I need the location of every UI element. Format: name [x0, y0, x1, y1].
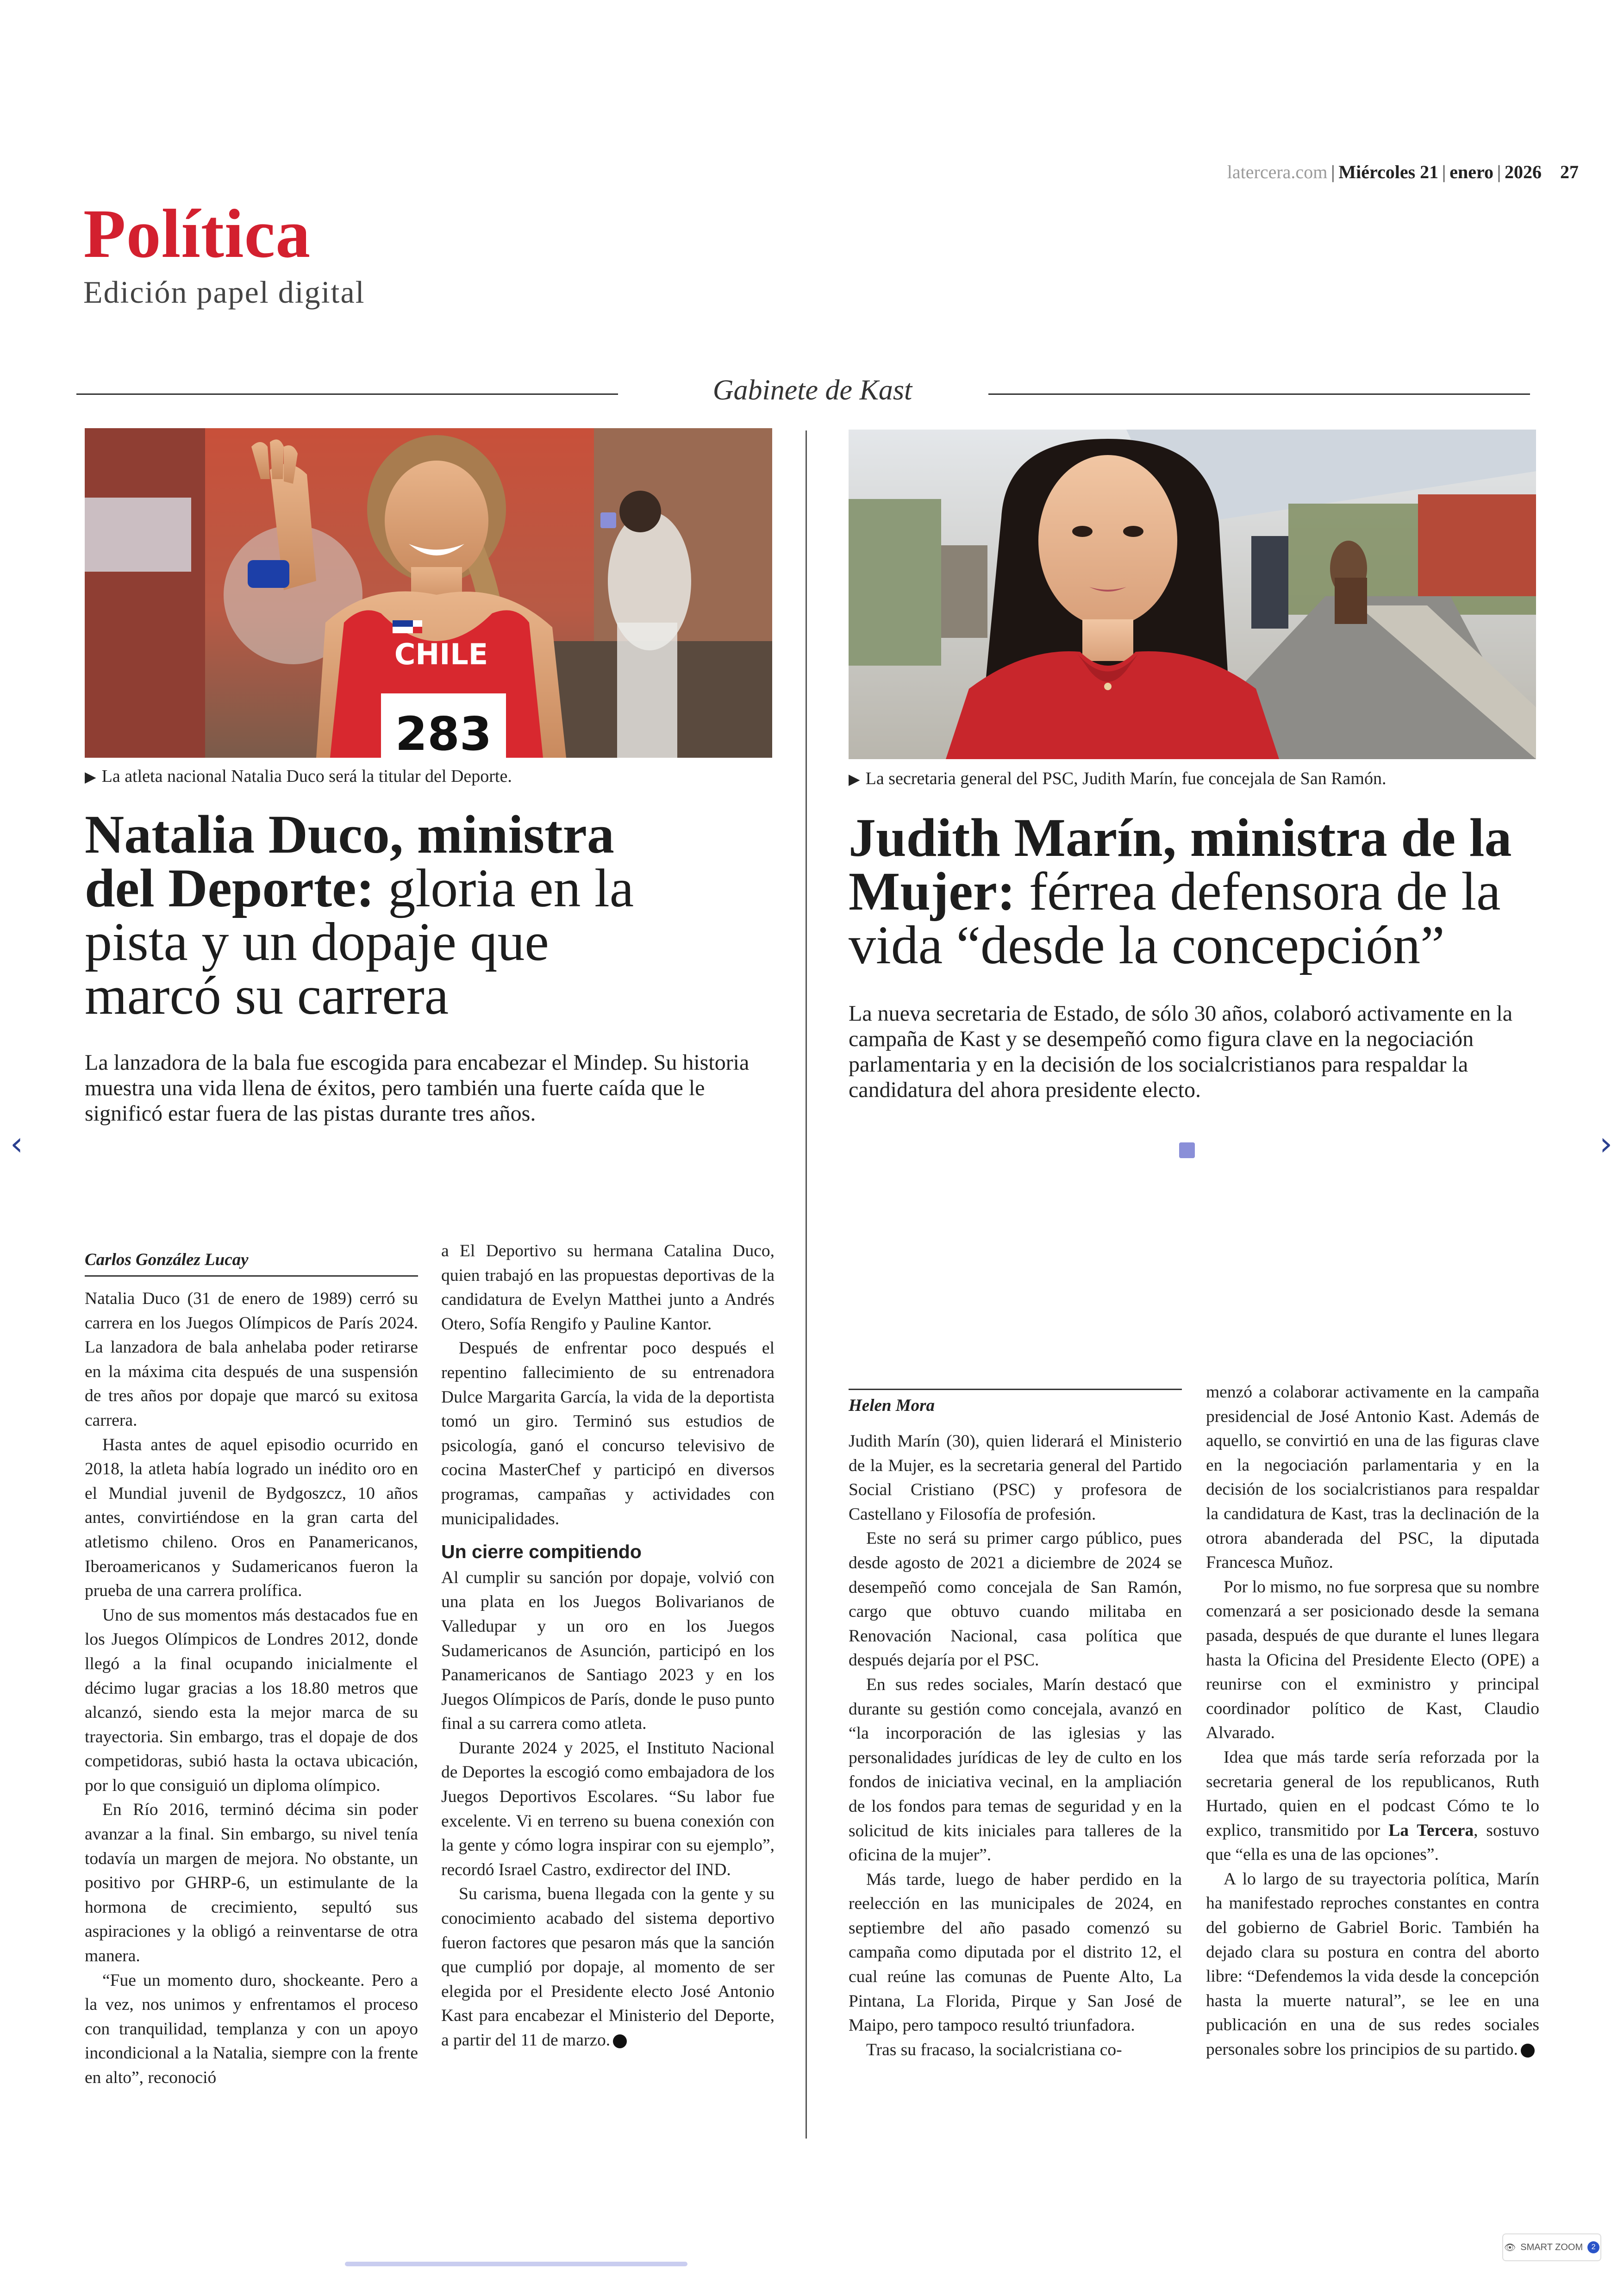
- photo-natalia-duco: [85, 428, 772, 758]
- smart-zoom-badge: 2: [1587, 2241, 1599, 2253]
- caption-right: ▶ La secretaria general del PSC, Judith Marín, fue concejala de San Ramón.: [849, 769, 1387, 788]
- headline-left: Natalia Duco, ministra del Deporte: gloria en la pista y un dopaje que marcó su carrera: [85, 804, 634, 1026]
- subhead: Un cierre compitiendo: [441, 1541, 642, 1563]
- caption-marker-icon: ▶: [85, 768, 96, 785]
- smart-zoom-button[interactable]: 👁 SMART ZOOM 2: [1502, 2233, 1601, 2261]
- eye-icon: 👁: [1504, 2242, 1516, 2253]
- date-day: Miércoles 21: [1338, 162, 1439, 182]
- date-line: latercera.com | Miércoles 21 | enero | 2026 27: [1227, 162, 1579, 182]
- photo-judith-marin: [849, 430, 1536, 759]
- column-2: a El Deportivo su hermana Catalina Duco, quien trabajó en las propuestas deportivas de la candidatura de Evelyn Matthei junto a Andrés Otero, Sofía Rengifo y Pauline Kantor. Después de enfrentar poco después el repentino fallecimiento de su entrenadora Dulce Margarita García, la vida de la deportista tomó un giro. Terminó sus estudios de psicología, ganó el concurso televisivo de cocina MasterChef y participó en diversos programas, campañas y actividades con municipalidades. Un cierre compitiendo Al cumplir su sanción por dopaje, volvió con una plata en los Juegos Bolivarianos de Valledupar y un oro en los Juegos Sudamericanos de Asunción, participó en los Panamericanos de Santiago 2023 y en los Juegos Olímpicos de París, donde le puso punto final a su carrera como atleta. Durante 2024 y 2025, el Instituto Nacional de Deportes la escogió como embajadora de los Juegos Deportivos Escolares. “Su labor fue excelente. Vi en terreno su buena conexión con la gente y cómo logra inspirar con su ejemplo”, recordó Israel Castro, exdirector del IND. Su carisma, buena llegada con la gente y su conocimiento acabado del sistema deportivo fueron factores que pesaron más que la sanción que cumplió por dopaje, al momento de ser elegida por el Presidente electo José Antonio Kast para encabezar el Ministerio del Deporte, a partir del 11 de marzo.: [441, 1241, 775, 2050]
- page-number: 27: [1560, 162, 1579, 182]
- page-scroll-bar[interactable]: [345, 2262, 687, 2266]
- lede-right: La nueva secretaria de Estado, de sólo 30 años, colaboró activamente en la campaña de Kast y se desempeñó como figura clave en la negociación parlamentaria y en la decisión de los socialcristianos para respaldar la candidatura del ahora presidente electo.: [849, 1001, 1513, 1102]
- column-3: Judith Marín (30), quien liderará el Ministerio de la Mujer, es la secretaria general del Partido Social Cristiano (PSC) y profesora de Castellano y Filosofía de profesión. Este no será su primer cargo público, pues desde agosto de 2021 a diciembre de 2024 se desempeñó como concejala de San Ramón, cargo que obtuvo cuando militaba en Renovación Nacional, casa política que después dejaría por el PSC. En sus redes sociales, Marín destacó que durante su gestión como concejala, avanzó en “la incorporación de las iglesias y las personalidades jurídicas de ley de culto en los fondos de iniciativa vecinal, en la ampliación de los fondos para temas de seguridad y en la solicitud de kits iniciales para talleres de la oficina de la mujer”. Más tarde, luego de haber perdido en la reelección en las municipales de 2024, en septiembre del año pasado comenzó su campaña como diputada por el distrito 12, el cual reúne las comunas de Puente Alto, La Pintana, La Florida, Pirque y San José de Maipo, pero tampoco resultó triunfadora. Tras su fracaso, la socialcristiana co-: [849, 1432, 1182, 2059]
- edition-label: Edición papel digital: [83, 274, 365, 310]
- caption-marker-icon: ▶: [849, 771, 860, 787]
- byline-right: Helen Mora: [849, 1389, 1182, 1421]
- kicker: Gabinete de Kast: [712, 374, 912, 406]
- column-divider: [806, 430, 807, 2139]
- jersey-text: CHILE: [394, 637, 488, 671]
- date-year: 2026: [1505, 162, 1542, 182]
- section-title: Política: [83, 195, 311, 272]
- note-icon[interactable]: [1179, 1142, 1195, 1158]
- kicker-rule-right: [988, 393, 1530, 395]
- column-4: menzó a colaborar activamente en la campaña presidencial de José Antonio Kast. Además de aquello, se convirtió en una de las figuras clave en la negociación parlamentaria y en la decisión de los socialcristianos para respaldar la candidatura de Kast, tras la declinación de la otrora abanderada del PSC, la diputada Francesca Muñoz. Por lo mismo, no fue sorpresa que su nombre comenzará a ser posicionado desde la semana pasada, después de que durante el lunes llegara hasta la Oficina del Presidente Electo (OPE) a reunirse con el exministro y principal coordinador político de Kast, Claudio Alvarado. Idea que más tarde sería reforzada por la secretaria general de los republicanos, Ruth Hurtado, quien en el podcast Cómo te lo explico, transmitido por La Tercera, sostuvo que “ella es una de las opciones”. A lo largo de su trayectoria política, Marín ha manifestado reproches constantes en contra del gobierno de Gabriel Boric. También ha dejado clara su postura en contra del aborto libre: “Defendemos la vida desde la concepción hasta la muerte natural”, se lee en una publicación en una de sus redes sociales personales sobre los principios de su partido.: [1206, 1383, 1540, 2059]
- headline-right: Judith Marín, ministra de la Mujer: férrea defensora de la vida “desde la concepción”: [849, 807, 1512, 975]
- lede-left: La lanzadora de la bala fue escogida para encabezar el Mindep. Su historia muestra una vida llena de éxitos, pero también una fuerte caída que le significó estar fuera de las pistas durante tres años.: [85, 1050, 750, 1126]
- bib-number: 283: [395, 707, 492, 758]
- end-mark-icon: [1521, 2044, 1535, 2058]
- column-1: Natalia Duco (31 de enero de 1989) cerró su carrera en los Juegos Olímpicos de París 2024. La lanzadora de bala anhelaba poder retirarse en la máxima cita después de una suspensión de tres años por dopaje que marcó su exitosa carrera. Hasta antes de aquel episodio ocurrido en 2018, la atleta había logrado un inédito oro en el Mundial juvenil de Bydgoszcz, 10 años antes, convirtiéndose en la gran carta del atletismo chileno. Oros en Panamericanos, Iberoamericanos y Sudamericanos fueron la prueba de una carrera prolífica. Uno de sus momentos más destacados fue en los Juegos Olímpicos de Londres 2012, donde llegó a la final ocupando inicialmente el décimo lugar gracias a los 18.80 metros que alcanzó, siendo esta la mejor marca de su trayectoria. Sin embargo, tras el dopaje de dos competidoras, subió hasta la octava ubicación, por lo que consiguió un diploma olímpico. En Río 2016, terminó décima sin poder avanzar a la final. Sin embargo, su nivel tenía todavía un margen de mejora. No obstante, un positivo por GHRP-6, un estimulante de la hormona de crecimiento, sepultó sus aspiraciones y la obligó a reinventarse de otra manera. “Fue un momento duro, shockeante. Pero a la vez, nos unimos y enfrentamos el proceso con tranquilidad, templanza y con un apoyo incondicional a la Natalia, siempre con la frente en alto”, reconoció: [85, 1289, 418, 2087]
- site-name: latercera.com: [1227, 162, 1328, 182]
- kicker-rule-left: [76, 393, 618, 395]
- next-page-arrow-icon[interactable]: ›: [1599, 1125, 1612, 1163]
- prev-page-arrow-icon[interactable]: ‹: [10, 1125, 23, 1163]
- date-month: enero: [1449, 162, 1493, 182]
- byline-left: Carlos González Lucay: [85, 1250, 418, 1277]
- end-mark-icon: [613, 2034, 627, 2048]
- caption-left: ▶ La atleta nacional Natalia Duco será la titular del Deporte.: [85, 767, 512, 786]
- note-icon[interactable]: [600, 512, 616, 528]
